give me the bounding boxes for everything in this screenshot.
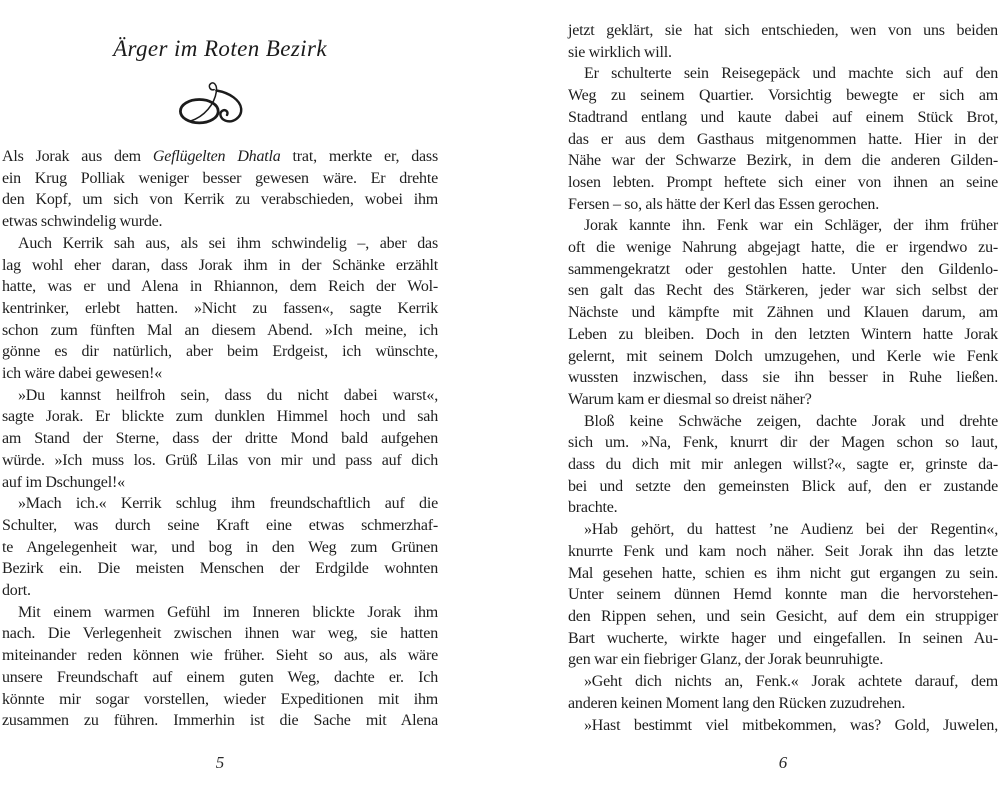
- paragraph: [568, 20, 998, 63]
- text-line: »Hast bestimmt viel mitbekommen, was? Gold, Juwelen,: [584, 716, 998, 734]
- text-line: Schulter, was durch seine Kraft eine etwas schmerzhaf-: [2, 516, 438, 534]
- text-line: Als Jorak aus dem Geflügelten Dhatla trat, merkte er, dass: [2, 148, 438, 165]
- paragraph: [568, 519, 998, 671]
- text-line: gönne es dir natürlich, aber beim Erdgeist, ich wünschte,: [2, 343, 438, 361]
- text-line: gen war ein fiebriger Glanz, der Jorak beunruhigte.: [568, 651, 884, 669]
- text-line: Auch Kerrik sah aus, als sei ihm schwindelig –, aber das: [18, 234, 438, 252]
- text-line: auf im Dschungel!«: [2, 473, 125, 491]
- text-line: Mit einem warmen Gefühl im Inneren blickte Jorak ihm: [18, 603, 438, 621]
- page-right-text: [568, 20, 998, 736]
- text-line: wussten inzwischen, dass sie ihn besser in Ruhe ließen.: [568, 369, 998, 387]
- text-line: jetzt geklärt, sie hat sich entschieden, wen von uns beiden: [568, 22, 998, 39]
- text-line: Fersen – so, als hätte der Kerl das Essen gerochen.: [568, 195, 879, 213]
- text-line: Bezirk ein. Die meisten Menschen der Erdgilde wohnten: [2, 560, 438, 578]
- text-line: könnte mir sogar vorstellen, wieder Expeditionen mit ihm: [2, 690, 438, 708]
- paragraph: [2, 602, 438, 732]
- text-line: anderen keinen Moment lang den Rücken zuzudrehen.: [568, 694, 906, 712]
- text-line: sich um. »Na, Fenk, knurrt dir der Magen schon so laut,: [568, 434, 998, 452]
- text-line: etwas schwindelig wurde.: [2, 213, 163, 231]
- paragraph: [568, 411, 998, 520]
- text-line: Warum kam er diesmal so dreist näher?: [568, 390, 812, 408]
- paragraph: [2, 146, 438, 233]
- paragraph: [568, 215, 998, 410]
- text-line: Unter seinem dünnen Hemd konnte man die hervorstehen-: [568, 586, 998, 604]
- paragraph: [568, 671, 998, 714]
- paragraph: [568, 63, 998, 215]
- text-line: hatte, was er und Alena in Rhiannon, dem Reich der Wol-: [2, 278, 438, 296]
- text-line: dort.: [2, 582, 31, 600]
- page-left-text: [2, 146, 438, 732]
- text-line: Nähe war der Schwarze Bezirk, in dem die anderen Gilden-: [568, 152, 998, 170]
- text-line: sie wirklich will.: [568, 43, 672, 61]
- text-line: knurrte Fenk und kam noch näher. Seit Jorak ihn das letzte: [568, 542, 998, 560]
- text-line: »Mach ich.« Kerrik schlug ihm freundschaftlich auf die: [18, 495, 438, 513]
- paragraph: [2, 233, 438, 385]
- text-line: »Geht dich nichts an, Fenk.« Jorak achtete darauf, dem: [584, 673, 998, 691]
- paragraph: [2, 493, 438, 602]
- text-line: das er aus dem Gasthaus mitgenommen hatte. Hier in der: [568, 130, 998, 148]
- text-line: den Kopf, um sich von Kerrik zu verabschieden, wobei ihm: [2, 191, 438, 209]
- text-line: dass du dich mit mir anlegen willst?«, sagte er, grinste da-: [568, 456, 998, 474]
- text-line: zusammen zu führen. Immerhin ist die Sache mit Alena: [2, 712, 438, 730]
- text-line: »Du kannst heilfroh sein, dass du nicht dabei warst«,: [18, 386, 438, 404]
- text-line: sammengekratzt oder gestohlen hatte. Unter den Gildenlo-: [568, 260, 998, 278]
- text-line: Er schulterte sein Reisegepäck und machte sich auf den: [584, 65, 998, 83]
- text-line: losen lebten. Prompt heftete sich einer von ihnen an seine: [568, 173, 998, 191]
- text-line: sagte Jorak. Er blickte zum dunklen Himmel hoch und sah: [2, 408, 438, 426]
- text-line: brachte.: [568, 499, 618, 517]
- chapter-ornament: [2, 76, 438, 137]
- text-line: te Angelegenheit war, und bog in den Weg zum Grünen: [2, 538, 438, 556]
- text-line: Leben zu bleiben. Doch in den letzten Wintern hatte Jorak: [568, 325, 998, 343]
- text-line: Weg zu seinem Quartier. Vorsichtig bewegte er sich am: [568, 87, 998, 105]
- text-line: kentrinker, erlebt hatten. »Nicht zu fassen«, sagte Kerrik: [2, 299, 438, 317]
- text-line: gelernt, mit seinem Dolch umzugehen, und Kerle wie Fenk: [568, 347, 998, 365]
- paragraph: [2, 385, 438, 494]
- text-line: Bloß keine Schwäche zeigen, dachte Jorak und drehte: [584, 412, 998, 430]
- text-line: schon zum fünften Mal an diesem Abend. »Ich meine, ich: [2, 321, 438, 339]
- page-number-right: 6: [778, 753, 788, 772]
- text-line: Jorak kannte ihn. Fenk war ein Schläger, der ihm früher: [584, 217, 998, 235]
- page-number-left: 5: [215, 753, 225, 772]
- text-line: Stadtrand entlang und kaute dabei auf einem Stück Brot,: [568, 108, 998, 126]
- text-line: sen galt das Recht des Stärkeren, jeder war sich selbst der: [568, 282, 998, 300]
- chapter-title: Ärger im Roten Bezirk: [113, 36, 327, 61]
- text-line: oft die wenige Nahrung abgejagt hatte, die er irgendwo zu-: [568, 239, 998, 257]
- text-line: lag wohl eher daran, dass Jorak ihm in der Schänke erzählt: [2, 256, 438, 274]
- paragraph: [568, 715, 998, 737]
- text-line: würde. »Ich muss los. Grüß Lilas von mir und pass auf dich: [2, 451, 438, 469]
- text-line: ein Krug Polliak weniger besser gewesen wäre. Er drehte: [2, 169, 438, 187]
- text-line: am Stand der Sterne, dass der dritte Mond bald aufgehen: [2, 430, 438, 448]
- text-line: ich wäre dabei gewesen!«: [2, 365, 162, 383]
- flourish-icon: [175, 76, 265, 132]
- text-line: nach. Die Verlegenheit zwischen ihnen war weg, sie hatten: [2, 625, 438, 643]
- text-line: Nächste und kämpfte mit Zähnen und Klauen darum, am: [568, 304, 998, 322]
- text-line: »Hab gehört, du hattest ’ne Audienz bei der Regentin«,: [584, 521, 998, 539]
- text-line: unsere Freundschaft auf einem guten Weg, dachte er. Ich: [2, 668, 438, 686]
- text-line: miteinander reden können wie früher. Sieht so aus, als wäre: [2, 647, 438, 665]
- text-line: bei und setzte den gemeinsten Blick auf, den er zustande: [568, 477, 998, 495]
- text-line: Mal gesehen hatte, schien es ihm nicht gut ergangen zu sein.: [568, 564, 998, 582]
- text-line: Bart wucherte, wirkte hager und eingefallen. In seinen Au-: [568, 629, 998, 647]
- text-line: den Rippen sehen, und sein Gesicht, auf dem ein struppiger: [568, 607, 998, 625]
